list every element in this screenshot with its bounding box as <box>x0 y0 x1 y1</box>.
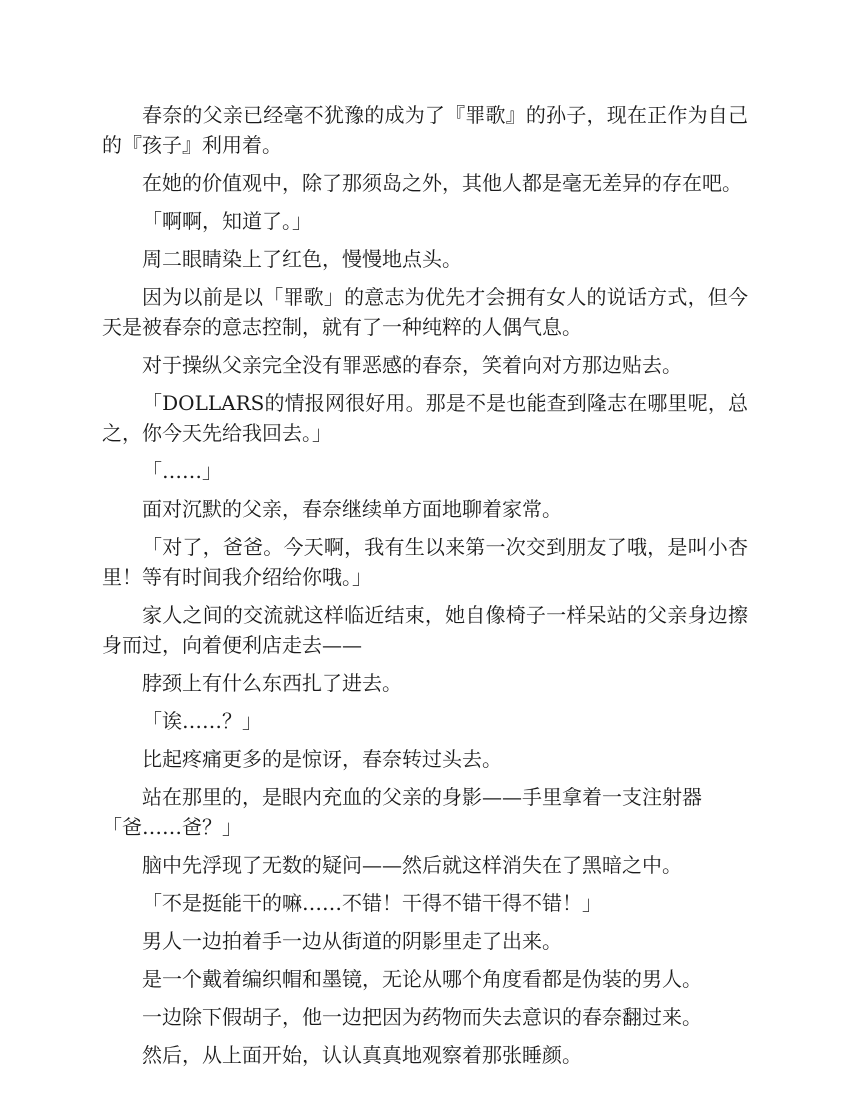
novel-page <box>102 100 748 1078</box>
paragraph: 「啊啊，知道了。」 <box>142 209 312 233</box>
paragraph: 因为以前是以「罪歌」的意志为优先才会拥有女人的说话方式，但今天是被春奈的意志控制，就有了一种纯粹的人偶气息。 <box>102 285 748 339</box>
paragraph: 「DOLLARS的情报网很好用。那是不是也能查到隆志在哪里呢，总之，你今天先给我回去。」 <box>102 391 748 445</box>
paragraph: 「诶……？」 <box>142 709 262 733</box>
paragraph: 站在那里的，是眼内充血的父亲的身影——手里拿着一支注射器 <box>142 785 702 809</box>
paragraph: 在她的价值观中，除了那须岛之外，其他人都是毫无差异的存在吧。 <box>142 171 742 195</box>
paragraph: 周二眼睛染上了红色，慢慢地点头。 <box>142 247 462 271</box>
paragraph: 「对了，爸爸。今天啊，我有生以来第一次交到朋友了哦，是叫小杏里！等有时间我介绍给你哦。」 <box>102 535 748 589</box>
paragraph: 春奈的父亲已经毫不犹豫的成为了『罪歌』的孙子，现在正作为自己的『孩子』利用着。 <box>102 103 748 157</box>
paragraph: 「不是挺能干的嘛……不错！干得不错干得不错！」 <box>142 891 602 915</box>
paragraph: 对于操纵父亲完全没有罪恶感的春奈，笑着向对方那边贴去。 <box>142 353 682 377</box>
paragraph: 一边除下假胡子，他一边把因为药物而失去意识的春奈翻过来。 <box>142 1005 702 1029</box>
paragraph: 面对沉默的父亲，春奈继续单方面地聊着家常。 <box>142 497 562 521</box>
paragraph: 「……」 <box>142 459 222 483</box>
paragraph: 家人之间的交流就这样临近结束，她自像椅子一样呆站的父亲身边擦身而过，向着便利店走去—— <box>102 603 748 657</box>
paragraph: 脖颈上有什么东西扎了进去。 <box>142 671 402 695</box>
paragraph: 男人一边拍着手一边从街道的阴影里走了出来。 <box>142 929 562 953</box>
paragraph: 「爸……爸？」 <box>102 815 242 839</box>
paragraph: 比起疼痛更多的是惊讶，春奈转过头去。 <box>142 747 502 771</box>
paragraph: 脑中先浮现了无数的疑问——然后就这样消失在了黑暗之中。 <box>142 853 682 877</box>
paragraph: 然后，从上面开始，认认真真地观察着那张睡颜。 <box>142 1043 582 1067</box>
paragraph: 是一个戴着编织帽和墨镜，无论从哪个角度看都是伪装的男人。 <box>142 967 702 991</box>
